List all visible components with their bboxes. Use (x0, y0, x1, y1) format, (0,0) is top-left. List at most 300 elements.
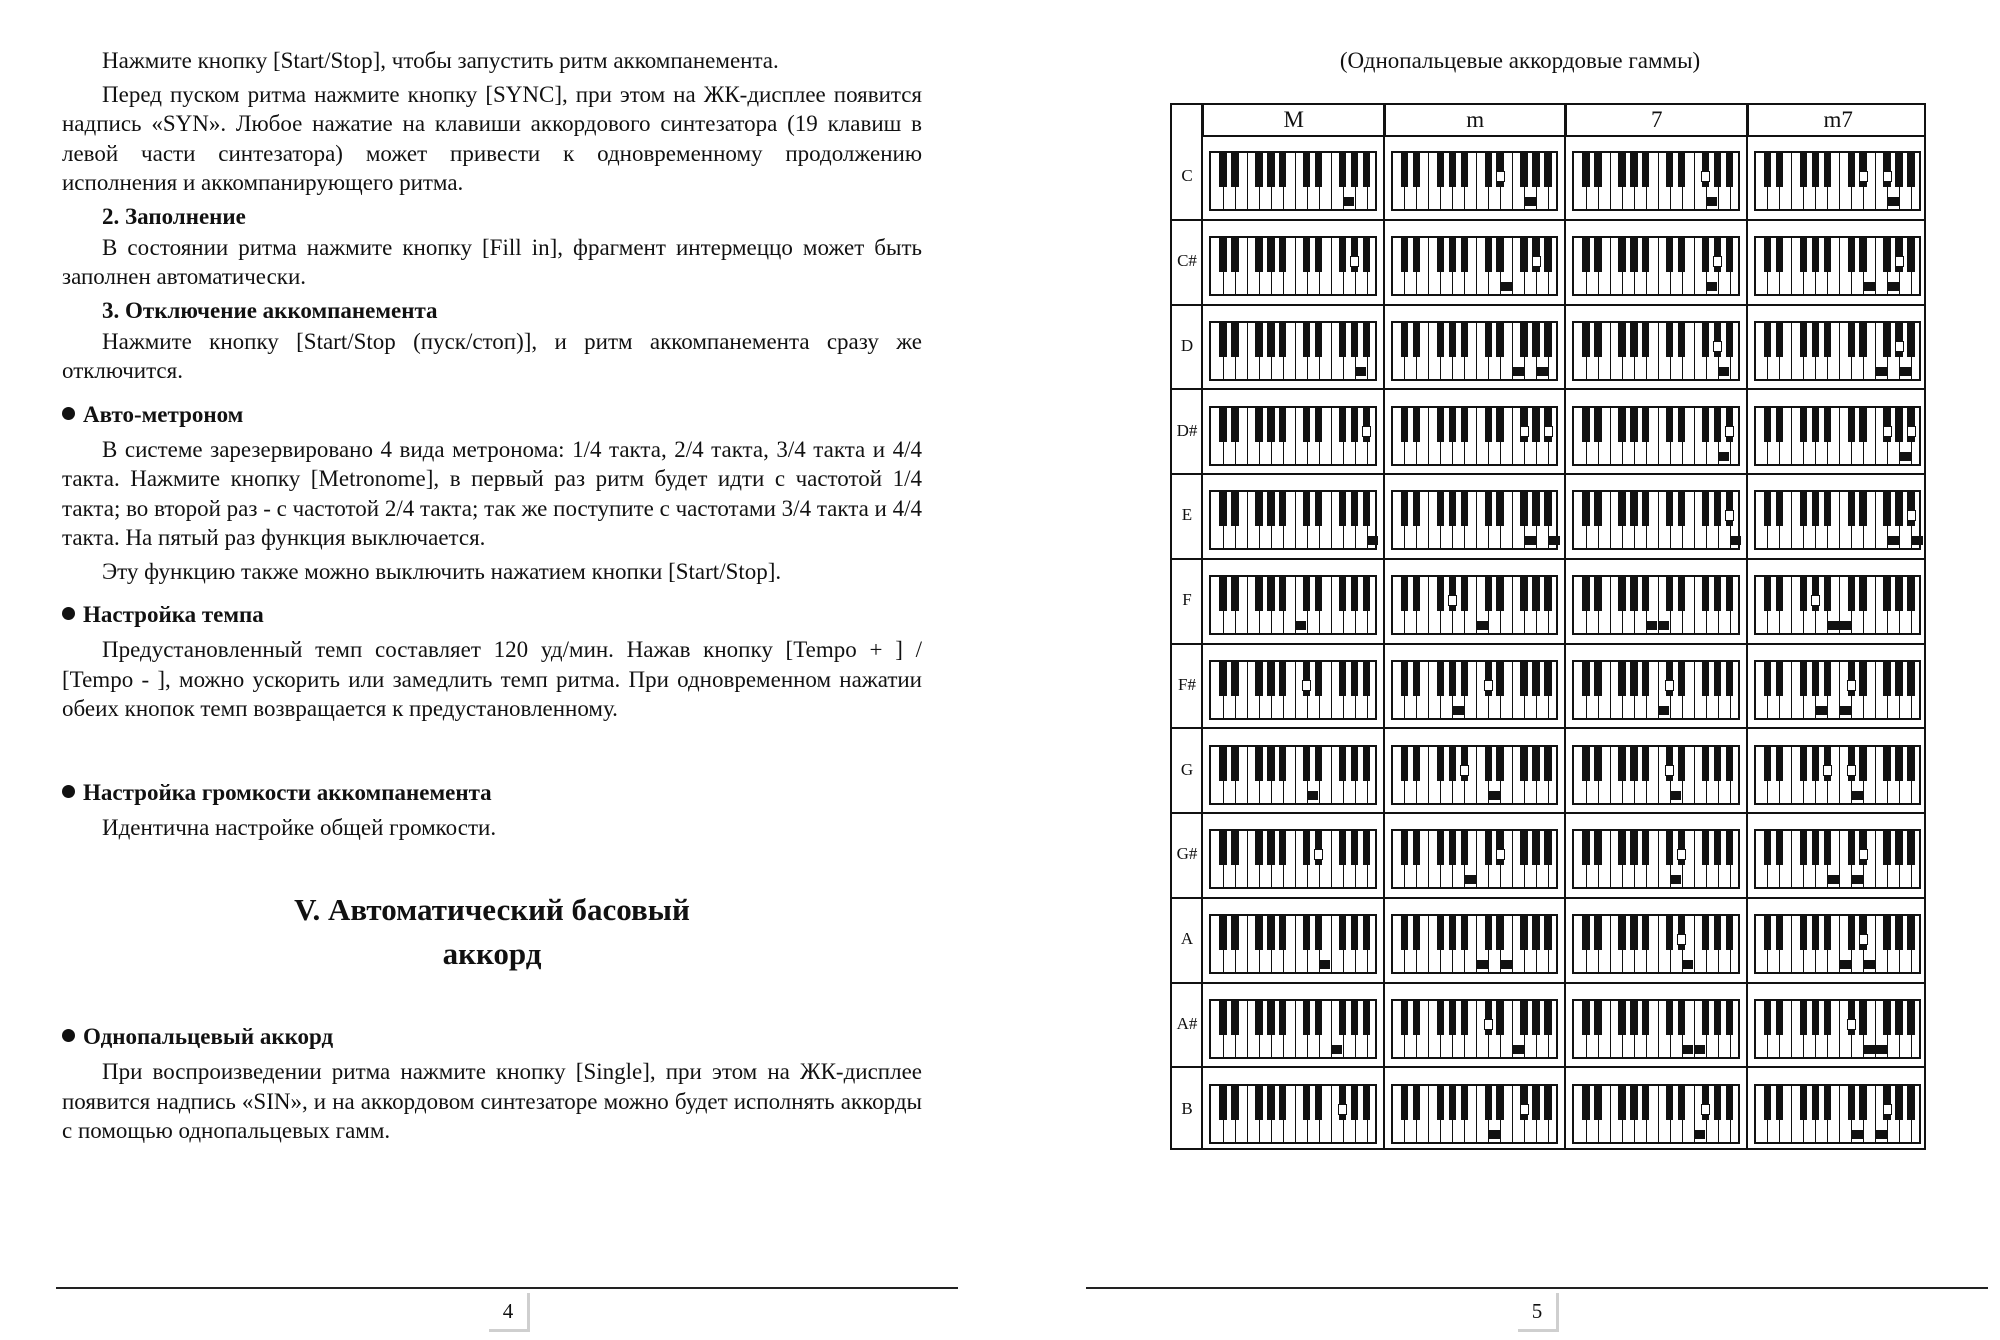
black-key (1883, 577, 1890, 611)
paragraph-fill: В состоянии ритма нажмите кнопку [Fill in], фрагмент интермеццо может быть заполнен автоматически. (62, 234, 922, 289)
black-key (1255, 153, 1262, 187)
keyboard-diagram (1209, 406, 1377, 466)
black-key (1859, 1001, 1866, 1035)
white-key (1610, 577, 1611, 633)
black-key (1461, 1001, 1468, 1035)
black-key (1485, 916, 1492, 950)
black-key (1907, 238, 1914, 272)
black-key (1812, 153, 1819, 187)
black-key (1363, 492, 1370, 526)
black-key (1702, 1001, 1709, 1035)
white-key (1875, 662, 1876, 718)
pressed-white-key-marker (1706, 282, 1717, 291)
white-key (1247, 1001, 1248, 1057)
pressed-black-key-marker (1811, 595, 1820, 606)
pressed-white-key-marker (1900, 452, 1911, 461)
black-key (1315, 323, 1322, 357)
black-key (1363, 153, 1370, 187)
black-key (1363, 916, 1370, 950)
black-key (1231, 323, 1238, 357)
white-key (1247, 916, 1248, 972)
white-key (1694, 408, 1695, 464)
pressed-white-key-marker (1840, 621, 1851, 630)
black-key (1702, 747, 1709, 781)
black-key (1800, 1086, 1807, 1120)
black-key (1437, 577, 1444, 611)
pressed-black-key-marker (1895, 256, 1904, 267)
keyboard-diagram (1391, 321, 1559, 381)
black-key (1618, 238, 1625, 272)
black-key (1303, 1001, 1310, 1035)
black-key (1520, 323, 1527, 357)
black-key (1449, 831, 1456, 865)
black-key (1219, 408, 1226, 442)
black-key (1630, 747, 1637, 781)
black-key (1279, 577, 1286, 611)
black-key (1618, 577, 1625, 611)
black-key (1630, 492, 1637, 526)
black-key (1351, 492, 1358, 526)
black-key (1642, 238, 1649, 272)
pressed-white-key-marker (1840, 960, 1851, 969)
pressed-black-key-marker (1847, 1019, 1856, 1030)
white-key (1694, 747, 1695, 803)
black-key (1544, 323, 1551, 357)
pressed-black-key-marker (1520, 1104, 1529, 1115)
keyboard-diagram (1572, 151, 1740, 211)
black-key (1895, 408, 1902, 442)
black-key (1437, 153, 1444, 187)
black-key (1231, 238, 1238, 272)
black-key (1231, 662, 1238, 696)
black-key (1618, 408, 1625, 442)
black-key (1824, 408, 1831, 442)
black-key (1461, 577, 1468, 611)
pressed-white-key-marker (1525, 536, 1536, 545)
black-key (1642, 916, 1649, 950)
black-key (1449, 408, 1456, 442)
black-key (1883, 831, 1890, 865)
black-key (1437, 238, 1444, 272)
row-label-F#: F# (1178, 674, 1196, 694)
white-key (1428, 831, 1429, 887)
white-key (1295, 662, 1296, 718)
white-key (1331, 323, 1332, 379)
white-key (1791, 408, 1792, 464)
white-key (1476, 238, 1477, 294)
white-key (1875, 747, 1876, 803)
keyboard-diagram (1572, 236, 1740, 296)
pressed-white-key-marker (1706, 197, 1717, 206)
black-key (1859, 492, 1866, 526)
black-key (1219, 492, 1226, 526)
keyboard-diagram (1572, 1084, 1740, 1144)
black-key (1449, 492, 1456, 526)
column-header-M: M (1202, 105, 1384, 135)
black-key (1702, 492, 1709, 526)
white-key (1658, 831, 1659, 887)
white-key (1476, 831, 1477, 887)
black-key (1496, 323, 1503, 357)
black-key (1666, 238, 1673, 272)
black-key (1219, 238, 1226, 272)
black-key (1461, 916, 1468, 950)
black-key (1255, 831, 1262, 865)
black-key (1315, 238, 1322, 272)
black-key (1582, 238, 1589, 272)
black-key (1883, 323, 1890, 357)
footer-rule (56, 1287, 958, 1289)
white-key (1875, 492, 1876, 548)
black-key (1702, 238, 1709, 272)
black-key (1401, 577, 1408, 611)
black-key (1449, 1001, 1456, 1035)
white-key (1428, 747, 1429, 803)
black-key (1351, 408, 1358, 442)
black-key (1630, 831, 1637, 865)
white-key (1875, 916, 1876, 972)
black-key (1800, 747, 1807, 781)
black-key (1461, 662, 1468, 696)
black-key (1907, 831, 1914, 865)
heading-tempo-text: Настройка темпа (83, 602, 264, 627)
pressed-white-key-marker (1670, 791, 1681, 800)
pressed-white-key-marker (1658, 621, 1669, 630)
pressed-black-key-marker (1907, 426, 1916, 437)
pressed-black-key-marker (1496, 171, 1505, 182)
pressed-black-key-marker (1725, 426, 1734, 437)
white-key (1658, 323, 1659, 379)
white-key (1694, 831, 1695, 887)
white-key (1791, 916, 1792, 972)
black-key (1267, 916, 1274, 950)
white-key (1839, 238, 1840, 294)
pressed-white-key-marker (1489, 1130, 1500, 1139)
black-key (1642, 1086, 1649, 1120)
pressed-black-key-marker (1677, 849, 1686, 860)
black-key (1678, 577, 1685, 611)
black-key (1303, 916, 1310, 950)
black-key (1401, 747, 1408, 781)
black-key (1267, 323, 1274, 357)
white-key (1428, 492, 1429, 548)
black-key (1255, 1086, 1262, 1120)
black-key (1812, 238, 1819, 272)
column-divider (1746, 105, 1748, 1148)
white-key (1331, 153, 1332, 209)
black-key (1702, 323, 1709, 357)
black-key (1279, 662, 1286, 696)
black-key (1363, 747, 1370, 781)
black-key (1907, 153, 1914, 187)
right-page (1000, 0, 2000, 1340)
white-key (1428, 408, 1429, 464)
black-key (1630, 662, 1637, 696)
black-key (1279, 323, 1286, 357)
paragraph-metronome-off: Эту функцию также можно выключить нажатием кнопки [Start/Stop]. (102, 558, 782, 584)
pressed-black-key-marker (1665, 680, 1674, 691)
row-divider (1172, 812, 1924, 814)
black-key (1339, 238, 1346, 272)
keyboard-diagram (1209, 660, 1377, 720)
black-key (1714, 577, 1721, 611)
black-key (1303, 492, 1310, 526)
black-key (1907, 916, 1914, 950)
black-key (1714, 492, 1721, 526)
black-key (1594, 492, 1601, 526)
white-key (1839, 831, 1840, 887)
paragraph-off: Нажмите кнопку [Start/Stop (пуск/стоп)], и ритм аккомпанемента сразу же отключится. (62, 328, 922, 383)
black-key (1678, 1086, 1685, 1120)
pressed-white-key-marker (1864, 1045, 1875, 1054)
keyboard-diagram (1754, 490, 1922, 550)
white-key (1247, 492, 1248, 548)
black-key (1764, 1086, 1771, 1120)
pressed-black-key-marker (1701, 1104, 1710, 1115)
black-key (1714, 916, 1721, 950)
pressed-black-key-marker (1847, 680, 1856, 691)
black-key (1630, 916, 1637, 950)
pressed-white-key-marker (1682, 960, 1693, 969)
black-key (1532, 323, 1539, 357)
black-key (1437, 492, 1444, 526)
white-key (1295, 408, 1296, 464)
black-key (1339, 831, 1346, 865)
black-key (1800, 153, 1807, 187)
black-key (1630, 323, 1637, 357)
black-key (1267, 662, 1274, 696)
black-key (1315, 747, 1322, 781)
keyboard-diagram (1209, 999, 1377, 1059)
pressed-white-key-marker (1694, 1045, 1705, 1054)
black-key (1824, 916, 1831, 950)
black-key (1219, 323, 1226, 357)
black-key (1496, 916, 1503, 950)
white-key (1295, 747, 1296, 803)
black-key (1485, 153, 1492, 187)
page-number: 5 (1518, 1293, 1559, 1332)
keyboard-diagram (1391, 236, 1559, 296)
white-key (1295, 916, 1296, 972)
pressed-white-key-marker (1864, 282, 1875, 291)
pressed-black-key-marker (1859, 934, 1868, 945)
keyboard-diagram (1391, 406, 1559, 466)
black-key (1363, 662, 1370, 696)
white-key (1610, 1001, 1611, 1057)
black-key (1437, 916, 1444, 950)
black-key (1351, 323, 1358, 357)
pressed-black-key-marker (1544, 426, 1553, 437)
pressed-white-key-marker (1864, 960, 1875, 969)
black-key (1279, 1001, 1286, 1035)
black-key (1848, 916, 1855, 950)
pressed-white-key-marker (1343, 197, 1354, 206)
black-key (1544, 238, 1551, 272)
keyboard-diagram (1391, 1084, 1559, 1144)
black-key (1666, 153, 1673, 187)
white-key (1658, 153, 1659, 209)
black-key (1848, 238, 1855, 272)
black-key (1413, 492, 1420, 526)
pressed-black-key-marker (1859, 171, 1868, 182)
black-key (1764, 153, 1771, 187)
black-key (1255, 916, 1262, 950)
black-key (1630, 1086, 1637, 1120)
black-key (1678, 747, 1685, 781)
pressed-white-key-marker (1549, 536, 1560, 545)
black-key (1895, 1086, 1902, 1120)
white-key (1331, 408, 1332, 464)
black-key (1883, 492, 1890, 526)
heading-single (62, 1022, 922, 1051)
black-key (1279, 238, 1286, 272)
black-key (1618, 492, 1625, 526)
black-key (1594, 153, 1601, 187)
white-key (1512, 408, 1513, 464)
black-key (1800, 492, 1807, 526)
black-key (1231, 153, 1238, 187)
pressed-white-key-marker (1513, 367, 1524, 376)
black-key (1582, 492, 1589, 526)
black-key (1594, 238, 1601, 272)
white-key (1610, 153, 1611, 209)
pressed-black-key-marker (1665, 765, 1674, 776)
black-key (1824, 831, 1831, 865)
black-key (1702, 916, 1709, 950)
black-key (1413, 1001, 1420, 1035)
black-key (1255, 1001, 1262, 1035)
pressed-white-key-marker (1295, 621, 1306, 630)
left-text-column (62, 46, 922, 1150)
black-key (1714, 1086, 1721, 1120)
black-key (1363, 577, 1370, 611)
pressed-white-key-marker (1852, 791, 1863, 800)
white-key (1512, 1086, 1513, 1142)
black-key (1267, 831, 1274, 865)
black-key (1363, 238, 1370, 272)
keyboard-diagram (1572, 406, 1740, 466)
black-key (1859, 577, 1866, 611)
black-key (1776, 577, 1783, 611)
white-key (1694, 323, 1695, 379)
pressed-white-key-marker (1840, 706, 1851, 715)
black-key (1848, 323, 1855, 357)
keyboard-diagram (1754, 406, 1922, 466)
white-key (1512, 916, 1513, 972)
black-key (1642, 831, 1649, 865)
keyboard-diagram (1391, 490, 1559, 550)
black-key (1437, 1001, 1444, 1035)
black-key (1279, 492, 1286, 526)
black-key (1520, 662, 1527, 696)
black-key (1859, 238, 1866, 272)
black-key (1461, 323, 1468, 357)
keyboard-diagram (1754, 151, 1922, 211)
black-key (1714, 662, 1721, 696)
black-key (1618, 747, 1625, 781)
white-key (1295, 1086, 1296, 1142)
black-key (1532, 577, 1539, 611)
black-key (1315, 662, 1322, 696)
white-key (1428, 238, 1429, 294)
black-key (1413, 747, 1420, 781)
black-key (1642, 577, 1649, 611)
black-key (1678, 492, 1685, 526)
black-key (1883, 662, 1890, 696)
black-key (1800, 408, 1807, 442)
black-key (1776, 831, 1783, 865)
black-key (1582, 408, 1589, 442)
white-key (1295, 492, 1296, 548)
black-key (1764, 492, 1771, 526)
black-key (1848, 831, 1855, 865)
keyboard-diagram (1754, 660, 1922, 720)
black-key (1848, 1086, 1855, 1120)
black-key (1666, 1001, 1673, 1035)
white-key (1875, 153, 1876, 209)
black-key (1339, 916, 1346, 950)
row-divider (1172, 1066, 1924, 1068)
white-key (1247, 408, 1248, 464)
black-key (1413, 408, 1420, 442)
black-key (1630, 153, 1637, 187)
black-key (1496, 662, 1503, 696)
black-key (1582, 747, 1589, 781)
black-key (1666, 492, 1673, 526)
black-key (1544, 492, 1551, 526)
black-key (1812, 1001, 1819, 1035)
white-key (1658, 1086, 1659, 1142)
black-key (1449, 662, 1456, 696)
black-key (1496, 1086, 1503, 1120)
black-key (1848, 408, 1855, 442)
white-key (1331, 238, 1332, 294)
black-key (1812, 662, 1819, 696)
black-key (1532, 662, 1539, 696)
black-key (1267, 747, 1274, 781)
black-key (1776, 747, 1783, 781)
white-key (1694, 577, 1695, 633)
black-key (1776, 1001, 1783, 1035)
white-key (1476, 153, 1477, 209)
black-key (1618, 1001, 1625, 1035)
paragraph-single: При воспроизведении ритма нажмите кнопку [Single], при этом на ЖК-дисплее появится надпись «SIN», и на аккордовом синтезаторе можно будет исполнять аккорды с помощью однопальцевых гамм. (62, 1059, 922, 1143)
pressed-black-key-marker (1847, 765, 1856, 776)
black-key (1544, 1086, 1551, 1120)
pressed-white-key-marker (1646, 621, 1657, 630)
black-key (1485, 238, 1492, 272)
black-key (1496, 747, 1503, 781)
black-key (1413, 238, 1420, 272)
black-key (1726, 916, 1733, 950)
black-key (1315, 577, 1322, 611)
keyboard-diagram (1391, 914, 1559, 974)
white-key (1791, 577, 1792, 633)
white-key (1694, 492, 1695, 548)
column-divider (1383, 105, 1385, 1148)
black-key (1895, 831, 1902, 865)
black-key (1618, 323, 1625, 357)
keyboard-diagram (1209, 914, 1377, 974)
black-key (1618, 662, 1625, 696)
black-key (1339, 1001, 1346, 1035)
black-key (1279, 153, 1286, 187)
black-key (1907, 323, 1914, 357)
black-key (1764, 916, 1771, 950)
pressed-white-key-marker (1888, 536, 1899, 545)
black-key (1824, 323, 1831, 357)
black-key (1267, 238, 1274, 272)
